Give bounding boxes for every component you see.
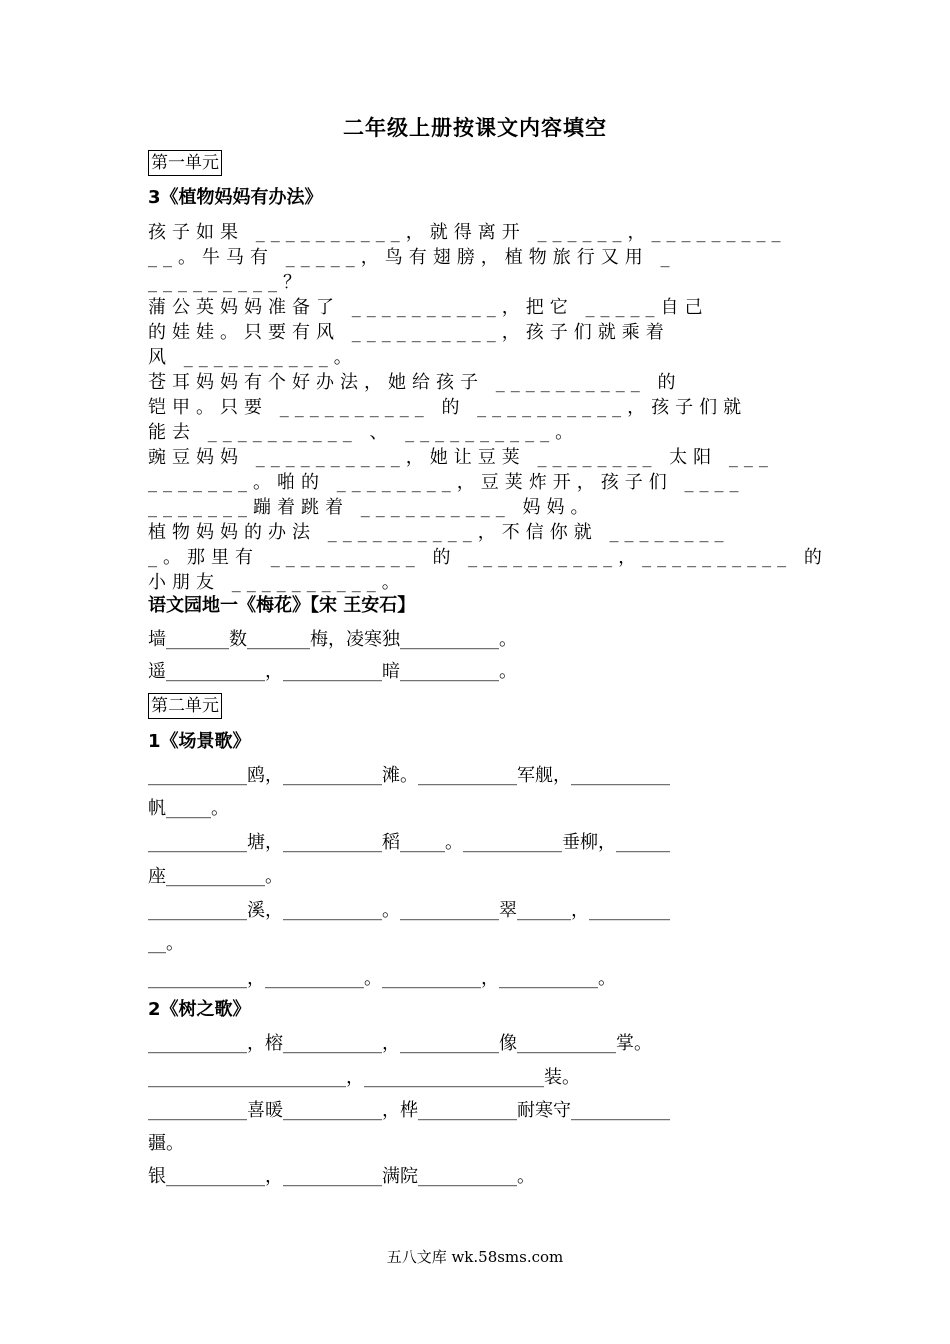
text-line: 蒲公英妈妈准备了 __________，把它 _____自己 [148, 297, 709, 318]
text-line: 豌豆妈妈 __________，她让豆荚 ________ 太阳 ___ [148, 447, 774, 468]
lesson-heading-plant-mothers: 3《植物妈妈有办法》 [148, 187, 323, 208]
text-line: 铠甲。只要 __________ 的 __________，孩子们就 [148, 397, 748, 418]
unit-label-1: 第一单元 [148, 150, 222, 176]
text-line: ___________溪，___________。___________翠______，_________ [148, 900, 670, 921]
text-line: __。牛马有 _____，鸟有翅膀，植物旅行又用 _ [148, 247, 676, 268]
text-line: _______。啪的 ________，豆荚炸开，孩子们 ____ [148, 472, 745, 493]
text-line: ______________________，____________________装。 [148, 1067, 580, 1088]
text-line: _。那里有 __________ 的 __________，__________ 的 [148, 547, 828, 568]
lesson-heading-tree-song: 2《树之歌》 [148, 999, 251, 1020]
text-line: 能去 __________ 、 __________。 [148, 422, 580, 443]
unit-label-2: 第二单元 [148, 693, 222, 719]
text-line: 植物妈妈的办法 __________，不信你就 ________ [148, 522, 730, 543]
text-line: _______蹦着跳着 __________ 妈妈。 [148, 497, 595, 518]
text-line: 墙_______数_______梅，凌寒独___________。 [148, 629, 517, 650]
text-line: ___________喜暖___________，桦___________耐寒守___________ [148, 1100, 670, 1121]
page-footer: 五八文库 wk.58sms.com [386, 1248, 564, 1266]
lesson-heading-plum-blossom: 语文园地一《梅花》【宋 王安石】 [148, 595, 416, 616]
text-line: ___________，___________。___________，___________。 [148, 968, 616, 989]
text-line: ___________鸥，___________滩。___________军舰，___________ [148, 765, 670, 786]
text-line: _________？ [148, 272, 307, 293]
text-line: 遥___________，___________暗___________。 [148, 661, 517, 682]
text-line: 小朋友 __________。 [148, 572, 406, 593]
text-line: 座___________。 [148, 866, 283, 887]
text-line: 风 __________。 [148, 347, 358, 368]
text-line: ___________塘，___________稻_____。___________垂柳，______ [148, 832, 670, 853]
text-line: 银___________，___________满院___________。 [148, 1166, 535, 1187]
text-line: 帆_____。 [148, 798, 229, 819]
page-title: 二年级上册按课文内容填空 [343, 116, 607, 140]
text-line: __。 [148, 933, 184, 954]
lesson-heading-scene-song: 1《场景歌》 [148, 731, 251, 752]
text-line: 的娃娃。只要有风 __________，孩子们就乘着 [148, 322, 670, 343]
text-line: 苍耳妈妈有个好办法，她给孩子 __________ 的 [148, 372, 682, 393]
text-line: ___________，榕___________，___________像___________掌。 [148, 1033, 652, 1054]
text-line: 孩子如果 __________，就得离开 ______，_________ [148, 222, 787, 243]
text-line: 疆。 [148, 1133, 184, 1154]
